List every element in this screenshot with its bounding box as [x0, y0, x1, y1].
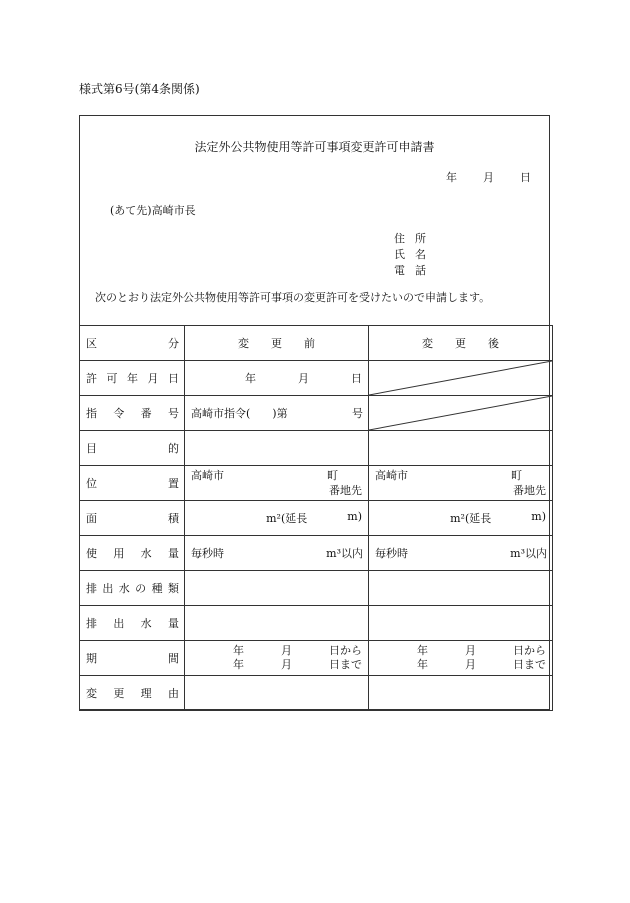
form-title: 法定外公共物使用等許可事項変更許可申請書 [194, 140, 435, 154]
applicant-name-label: 氏名 [394, 248, 436, 261]
table-row-period [80, 641, 553, 676]
form-number-label: 様式第6号(第4条関係) [79, 82, 200, 96]
water-usage-before[interactable]: 毎秒時 m³以内 [185, 536, 369, 571]
directive-number-label: 指 令 番 号 [80, 396, 185, 431]
table-row-directive-number [80, 396, 553, 431]
drainage-volume-before[interactable] [185, 606, 369, 641]
area-before[interactable]: m²(延長 m) [185, 501, 369, 536]
permit-date-label: 許 可 年 月 日 [80, 361, 185, 396]
applicant-block [394, 231, 436, 279]
applicant-phone-label: 電話 [394, 264, 436, 277]
area-after[interactable]: m²(延長 m) [369, 501, 553, 536]
date-month: 月 [483, 171, 494, 184]
drainage-type-before[interactable] [185, 571, 369, 606]
table-row-permit-date [80, 361, 553, 396]
location-after[interactable]: 高崎市 町 番地先 [369, 466, 553, 501]
directive-number-after-crossed [369, 396, 553, 431]
table-row-location [80, 466, 553, 501]
water-usage-after[interactable]: 毎秒時 m³以内 [369, 536, 553, 571]
period-before[interactable]: 年 月 日から 年 月 日まで [185, 641, 369, 676]
table-row-change-reason [80, 676, 553, 711]
date-day: 日 [520, 171, 531, 184]
table-row-drainage-type [80, 571, 553, 606]
area-label: 面 積 [80, 501, 185, 536]
directive-number-before[interactable]: 高崎市指令( )第 号 [185, 396, 369, 431]
purpose-after[interactable] [369, 431, 553, 466]
period-after[interactable]: 年 月 日から 年 月 日まで [369, 641, 553, 676]
water-usage-label: 使 用 水 量 [80, 536, 185, 571]
application-date [446, 169, 531, 185]
change-table [79, 325, 553, 711]
drainage-volume-after[interactable] [369, 606, 553, 641]
request-statement: 次のとおり法定外公共物使用等許可事項の変更許可を受けたいので申請します。 [95, 291, 491, 304]
addressee: (あて先)高崎市長 [110, 204, 196, 217]
permit-date-before[interactable]: 年 月 日 [185, 361, 369, 396]
table-header-row [80, 326, 553, 361]
permit-date-after-crossed [369, 361, 553, 396]
change-reason-label: 変 更 理 由 [80, 676, 185, 711]
drainage-volume-label: 排 出 水 量 [80, 606, 185, 641]
application-form [79, 115, 550, 710]
table-row-water-usage [80, 536, 553, 571]
header-after: 変 更 後 [369, 326, 553, 361]
table-row-purpose [80, 431, 553, 466]
header-category: 区 分 [80, 326, 185, 361]
form-header [80, 116, 549, 326]
drainage-type-label: 排 出 水 の 種 類 [80, 571, 185, 606]
table-row-area [80, 501, 553, 536]
change-reason-after[interactable] [369, 676, 553, 711]
applicant-address-label: 住所 [394, 232, 436, 245]
drainage-type-after[interactable] [369, 571, 553, 606]
location-label: 位 置 [80, 466, 185, 501]
table-row-drainage-volume [80, 606, 553, 641]
date-year: 年 [446, 171, 457, 184]
location-before[interactable]: 高崎市 町 番地先 [185, 466, 369, 501]
period-label: 期 間 [80, 641, 185, 676]
purpose-before[interactable] [185, 431, 369, 466]
purpose-label: 目 的 [80, 431, 185, 466]
change-reason-before[interactable] [185, 676, 369, 711]
header-before: 変 更 前 [185, 326, 369, 361]
